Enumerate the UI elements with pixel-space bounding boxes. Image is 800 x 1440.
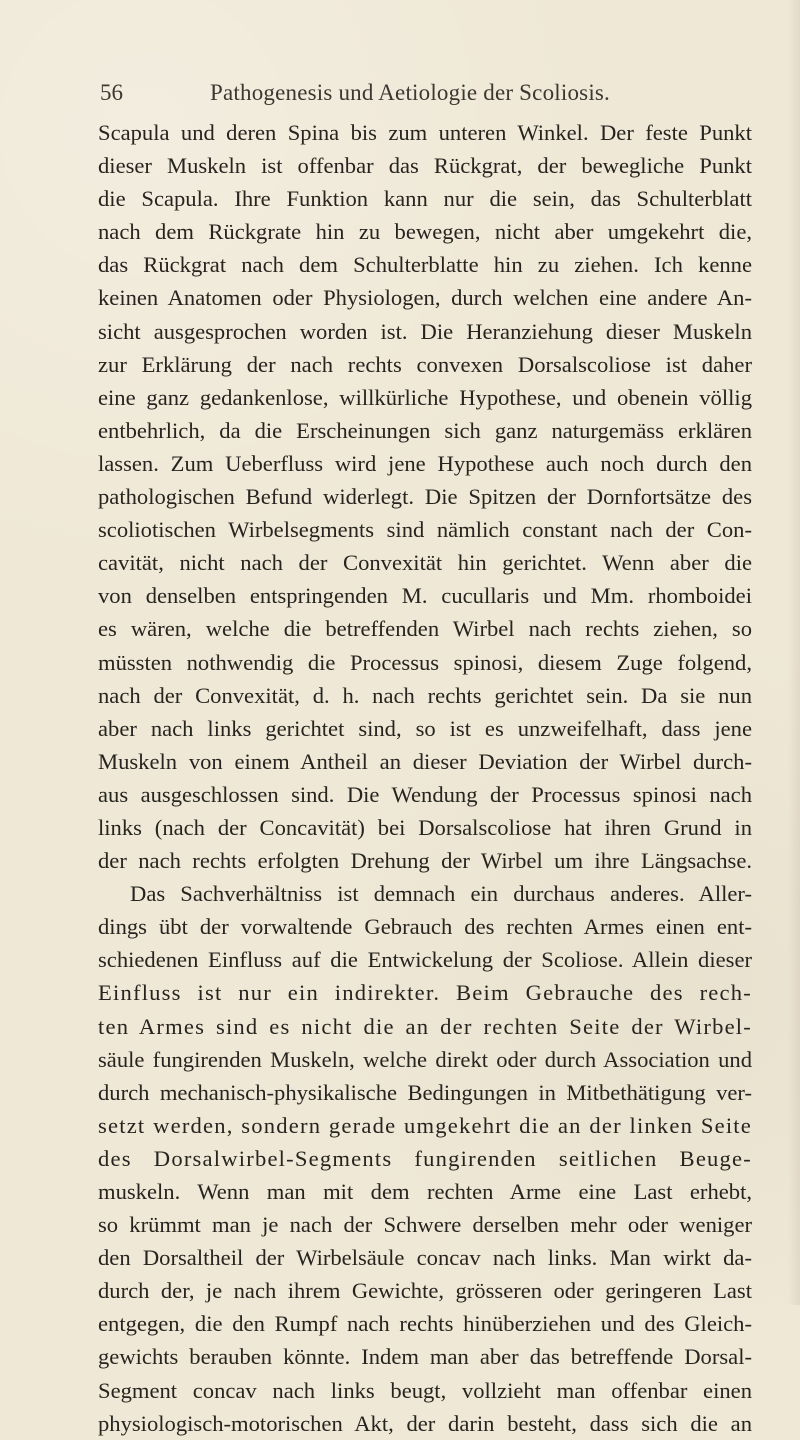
- text-line-34: so krümmt man je nach der Schwere derselben mehr oder weniger: [98, 1212, 752, 1238]
- text-line-2: dieser Muskeln ist offenbar das Rückgrat, der bewegliche Punkt: [98, 153, 752, 179]
- text-line-30: durch mechanisch-physikalische Bedingungen in Mitbethätigung ver-: [98, 1079, 752, 1105]
- text-line-16: es wären, welche die betreffenden Wirbel nach rechts ziehen, so: [98, 616, 752, 642]
- page-number: 56: [100, 80, 123, 105]
- text-line-8: zur Erklärung der nach rechts convexen Dorsalscoliose ist daher: [98, 351, 752, 377]
- text-line-33: muskeln. Wenn man mit dem rechten Arme eine Last erhebt,: [98, 1179, 752, 1204]
- running-title: Pathogenesis und Aetiologie der Scoliosis.: [210, 80, 611, 105]
- text-line-15: von denselben entspringenden M. cucullaris und Mm. rhomboidei: [98, 583, 752, 609]
- text-line-3: die Scapula. Ihre Funktion kann nur die sein, das Schulterblatt: [98, 186, 752, 212]
- text-line-5: das Rückgrat nach dem Schulterblatte hin zu ziehen. Ich kenne: [98, 252, 752, 278]
- text-line-7: sicht ausgesprochen worden ist. Die Heranziehung dieser Muskeln: [98, 318, 752, 344]
- text-line-28: ten Armes sind es nicht die an der rechten Seite der Wirbel-: [98, 1013, 752, 1039]
- text-line-36: durch der, je nach ihrem Gewichte, grösseren oder geringeren Last: [98, 1278, 752, 1304]
- text-line-23: der nach rechts erfolgten Drehung der Wirbel um ihre Längsachse.: [98, 848, 752, 874]
- text-line-18: nach der Convexität, d. h. nach rechts gerichtet sein. Da sie nun: [98, 682, 752, 708]
- text-line-13: scoliotischen Wirbelsegments sind nämlich constant nach der Con-: [98, 517, 752, 543]
- text-line-40: physiologisch-motorischen Akt, der darin besteht, dass sich die an: [98, 1410, 752, 1436]
- text-line-1: Scapula und deren Spina bis zum unteren Winkel. Der feste Punkt: [98, 120, 752, 145]
- text-line-37: entgegen, die den Rumpf nach rechts hinüberziehen und des Gleich-: [98, 1311, 752, 1337]
- text-line-35: den Dorsaltheil der Wirbelsäule concav nach links. Man wirkt da-: [98, 1245, 752, 1271]
- body-text: [98, 116, 752, 1440]
- page-edge-shadow: [788, 0, 800, 1305]
- text-line-14: cavität, nicht nach der Convexität hin gerichtet. Wenn aber die: [98, 550, 752, 576]
- text-line-9: eine ganz gedankenlose, willkürliche Hypothese, und obenein völlig: [98, 384, 752, 410]
- page-header: [100, 80, 740, 114]
- text-line-12: pathologischen Befund widerlegt. Die Spitzen der Dornfortsätze des: [98, 484, 752, 510]
- text-line-6: keinen Anatomen oder Physiologen, durch welchen eine andere An-: [98, 285, 752, 311]
- text-line-38: gewichts berauben könnte. Indem man aber das betreffende Dorsal-: [98, 1344, 752, 1370]
- text-line-31: setzt werden, sondern gerade umgekehrt die an der linken Seite: [98, 1112, 752, 1138]
- text-line-26: schiedenen Einfluss auf die Entwickelung der Scoliose. Allein dieser: [98, 947, 752, 973]
- text-line-20: Muskeln von einem Antheil an dieser Deviation der Wirbel durch-: [98, 748, 752, 774]
- text-line-22: links (nach der Concavität) bei Dorsalscoliose hat ihren Grund in: [98, 814, 752, 840]
- text-line-11: lassen. Zum Ueberfluss wird jene Hypothese auch noch durch den: [98, 450, 752, 476]
- text-line-10: entbehrlich, da die Erscheinungen sich ganz naturgemäss erklären: [98, 417, 752, 443]
- text-line-27: Einfluss ist nur ein indirekter. Beim Gebrauche des rech-: [98, 980, 752, 1006]
- text-line-4: nach dem Rückgrate hin zu bewegen, nicht aber umgekehrt die,: [98, 219, 752, 245]
- text-line-29: säule fungirenden Muskeln, welche direkt oder durch Association und: [98, 1046, 752, 1072]
- text-line-19: aber nach links gerichtet sind, so ist es unzweifelhaft, dass jene: [98, 715, 752, 741]
- text-line-25: dings übt der vorwaltende Gebrauch des rechten Armes einen ent-: [98, 914, 752, 940]
- text-line-39: Segment concav nach links beugt, vollzieht man offenbar einen: [98, 1377, 752, 1403]
- text-line-21: aus ausgeschlossen sind. Die Wendung der Processus spinosi nach: [98, 781, 752, 807]
- text-line-32: des Dorsalwirbel-Segments fungirenden seitlichen Beuge-: [98, 1145, 752, 1171]
- text-line-24: Das Sachverhältniss ist demnach ein durchaus anderes. Aller-: [130, 881, 752, 907]
- text-line-17: müssten nothwendig die Processus spinosi, diesem Zuge folgend,: [98, 649, 752, 675]
